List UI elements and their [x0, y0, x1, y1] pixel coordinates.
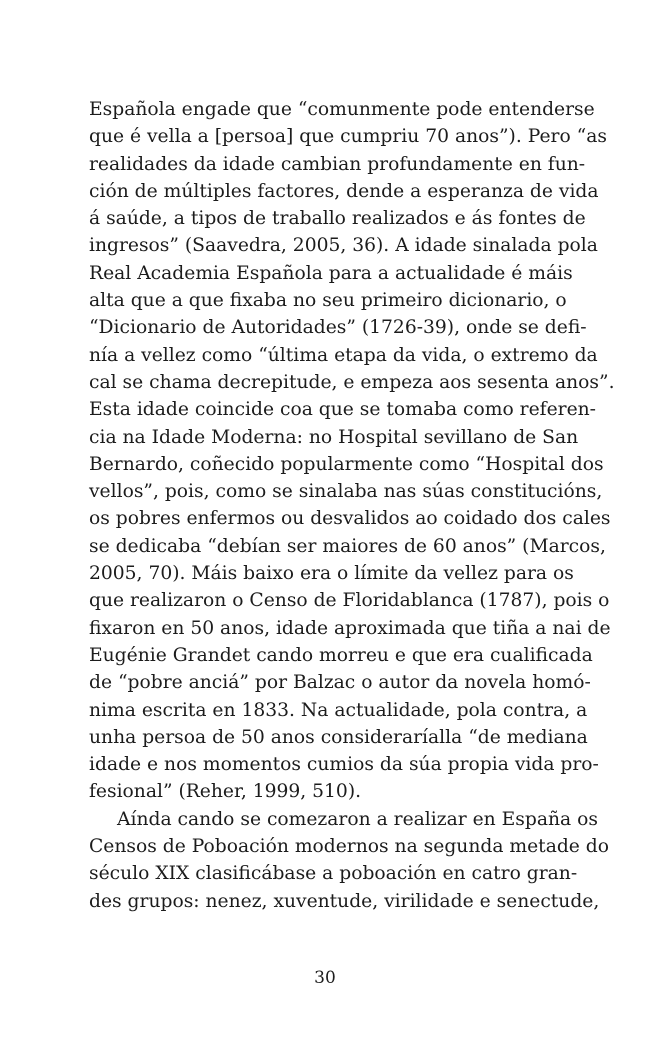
text-line: de “pobre anciá” por Balzac o autor da novela homó- — [89, 672, 591, 694]
body-text — [89, 96, 615, 915]
text-line: cia na Idade Moderna: no Hospital sevillano de San — [89, 426, 579, 448]
text-line: á saúde, a tipos de traballo realizados e ás fontes de — [89, 208, 586, 230]
text-line: Española engade que “comunmente pode entenderse — [89, 99, 595, 120]
text-line: século XIX clasificábase a poboación en catro gran- — [89, 863, 578, 885]
paragraph-last-line: fesional” (Reher, 1999, 510). — [89, 781, 362, 803]
text-line: ción de múltiples factores, dende a esperanza de vida — [89, 180, 599, 202]
text-line: Bernardo, coñecido popularmente como “Hospital dos — [89, 453, 604, 475]
text-line: vellos”, pois, como se sinalaba nas súas constitucións, — [89, 481, 603, 503]
paragraph-first-line: Aínda cando se comezaron a realizar en España os — [117, 808, 598, 830]
text-line: Eugénie Grandet cando morreu e que era cualificada — [89, 644, 593, 666]
text-line: idade e nos momentos cumios da súa propia vida pro- — [89, 754, 599, 776]
text-line: nima escrita en 1833. Na actualidade, pola contra, a — [89, 699, 588, 721]
text-line: Esta idade coincide coa que se tomaba como referen- — [89, 399, 596, 421]
text-line: Real Academia Española para a actualidade é máis — [89, 262, 573, 284]
text-line: Censos de Poboación modernos na segunda metade do — [89, 836, 610, 858]
text-line: nía a vellez como “última etapa da vida, o extremo da — [89, 344, 598, 366]
text-line: que realizaron o Censo de Floridablanca (1787), pois o — [89, 590, 610, 612]
text-line: realidades da idade cambian profundamente en fun- — [89, 153, 586, 175]
text-line: cal se chama decrepitude, e empeza aos sesenta anos”. — [89, 371, 615, 393]
text-line: unha persoa de 50 anos consideraríalla “de mediana — [89, 726, 588, 748]
text-line: que é vella a [persoa] que cumpriu 70 anos”). Pero “as — [89, 126, 607, 148]
text-line: alta que a que fixaba no seu primeiro dicionario, o — [89, 290, 567, 312]
page-number: 30 — [314, 968, 336, 988]
text-line: se dedicaba “debían ser maiores de 60 anos” (Marcos, — [89, 535, 606, 557]
text-line: os pobres enfermos ou desvalidos ao coidado dos cales — [89, 508, 611, 530]
text-line: “Dicionario de Autoridades” (1726-39), onde se defi- — [89, 317, 587, 339]
text-line: ingresos” (Saavedra, 2005, 36). A idade sinalada pola — [89, 235, 598, 257]
text-line: des grupos: nenez, xuventude, virilidade e senectude, — [89, 890, 600, 912]
text-line: 2005, 70). Máis baixo era o límite da vellez para os — [89, 563, 574, 585]
text-line: fixaron en 50 anos, idade aproximada que tiña a nai de — [89, 617, 611, 639]
